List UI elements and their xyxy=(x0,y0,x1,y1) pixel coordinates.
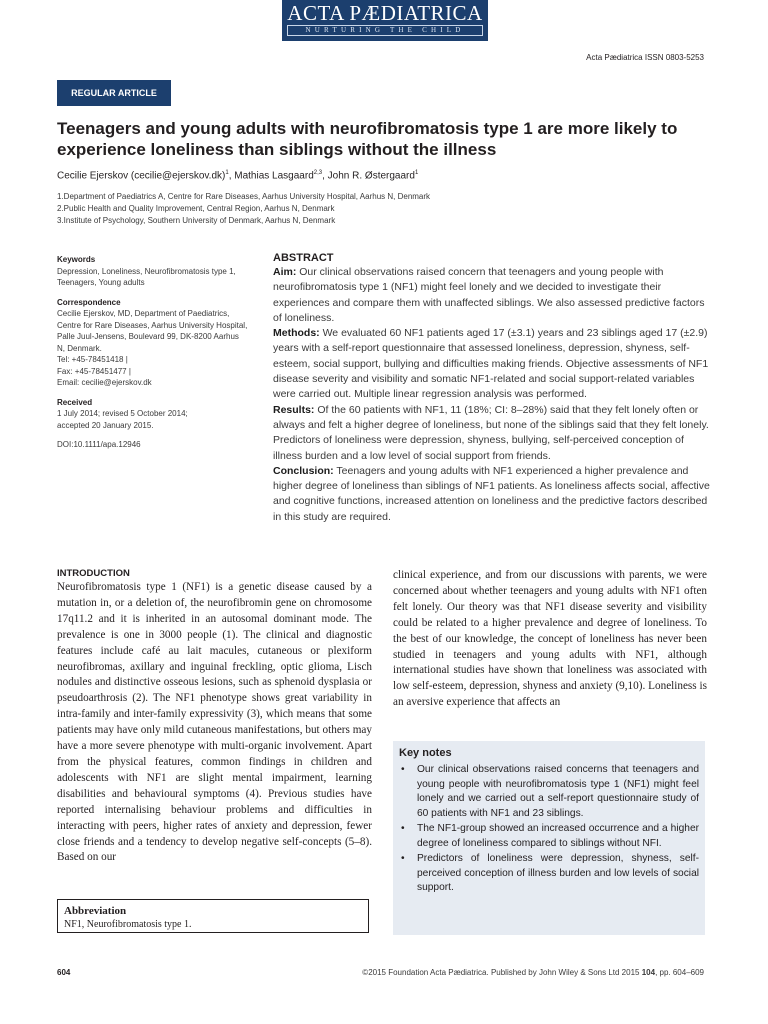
abstract-conclusion-text: Teenagers and young adults with NF1 experienced a higher prevalence and higher degree of loneliness than siblings of NF1 patients. As loneliness affects social, affective and cognitive functions, increased attention on loneliness and the predictive factors described in this study are required. xyxy=(273,464,710,523)
received-line: 1 July 2014; revised 5 October 2014; xyxy=(57,409,188,418)
abstract-conclusion xyxy=(273,464,715,525)
article-sidebar xyxy=(57,254,257,459)
correspondence-line: N, Denmark. xyxy=(57,343,102,353)
key-note-item xyxy=(399,763,699,821)
page-number: 604 xyxy=(57,968,71,977)
correspondence-line: Centre for Rare Diseases, Aarhus University Hospital, xyxy=(57,320,248,330)
received-line: accepted 20 January 2015. xyxy=(57,420,154,430)
abstract-results xyxy=(273,403,715,464)
affiliation-list xyxy=(57,191,430,227)
keywords-heading: Keywords xyxy=(57,255,96,264)
key-notes-heading: Key notes xyxy=(399,747,452,759)
bullet-icon: • xyxy=(401,823,405,834)
correspondence-line: Palle Juul-Jensens, Boulevard 99, DK-8200 Aarhus xyxy=(57,332,239,341)
volume-number: 104 xyxy=(641,968,656,977)
key-note-text: The NF1-group showed an increased occurrence and a higher degree of loneliness compared to siblings without NFI. xyxy=(417,823,699,849)
key-notes-list xyxy=(399,763,699,896)
copyright-line xyxy=(362,968,704,977)
abbreviation-heading: Abbreviation xyxy=(64,905,127,917)
introduction-heading: INTRODUCTION xyxy=(57,568,130,579)
received-heading: Received xyxy=(57,397,93,407)
abstract-aim-text: Our clinical observations raised concern that teenagers and young people with neurofibromatosis type 1 (NF1) might feel lonely and we decided to investigate their experiences and compare them with unaffected siblings. We also assessed predictive factors of loneliness. xyxy=(273,266,705,324)
correspondence-email[interactable]: Email: cecilie@ejerskov.dk xyxy=(57,378,152,387)
author-name: John R. Østergaard xyxy=(327,170,415,182)
journal-issn: Acta Pædiatrica ISSN 0803-5253 xyxy=(586,53,704,62)
abbreviation-text: NF1, Neurofibromatosis type 1. xyxy=(64,919,192,930)
introduction-right-column xyxy=(393,568,707,711)
author-separator: , xyxy=(322,170,328,182)
abstract-results-text: Of the 60 patients with NF1, 11 (18%; CI: 8–28%) said that they felt lonely often or always and felt a higher degree of loneliness, but none of the siblings said that they felt lonely. Predictors of loneliness were depression, shyness, bullying, self-perceived conception of illness burden and a low level of social support from friends. xyxy=(273,403,709,462)
abstract-aim xyxy=(273,265,715,326)
abstract-results-label: Results: xyxy=(273,403,315,416)
keywords-text: Depression, Loneliness, Neurofibromatosis type 1, Teenagers, Young adults xyxy=(57,266,236,287)
abstract-section xyxy=(273,252,715,525)
affiliation-line: 3.Institute of Psychology, Southern University of Denmark, Aarhus N, Denmark xyxy=(57,216,336,225)
key-notes-box xyxy=(393,741,705,935)
abstract-methods-label: Methods: xyxy=(273,327,320,340)
received-block xyxy=(57,397,257,432)
correspondence-line: Fax: +45-78451477 | xyxy=(57,366,131,376)
article-type-badge: REGULAR ARTICLE xyxy=(57,80,171,106)
introduction-left-column xyxy=(57,568,372,866)
author-separator: , xyxy=(228,170,235,182)
bullet-icon: • xyxy=(401,764,405,775)
correspondence-block xyxy=(57,297,257,389)
article-title: Teenagers and young adults with neurofibromatosis type 1 are more likely to experience loneliness than siblings without the illness xyxy=(57,119,678,159)
affiliation-line: 2.Public Health and Quality Improvement, Central Region, Aarhus N, Denmark xyxy=(57,204,335,213)
page-range: , pp. 604–609 xyxy=(655,968,704,977)
journal-masthead xyxy=(282,0,488,41)
abstract-methods-text: We evaluated 60 NF1 patients aged 17 (±3.1) years and 23 siblings aged 17 (±2.9) years with a self-report questionnaire that assessed loneliness, depression, shyness, self-esteem, social support, bullying and difficulties making friends. Objective assessments of NF1 disease severity and visibility and somatic NF1-related and social support-related variables were carried out. Multiple linear regression analysis was performed. xyxy=(273,327,709,401)
affiliation-line: 1.Department of Paediatrics A, Centre for Rare Diseases, Aarhus University Hospital, Aarhus N, Denmark xyxy=(57,192,431,201)
abbreviation-box xyxy=(57,899,369,933)
abstract-heading: ABSTRACT xyxy=(273,252,334,264)
journal-tagline: NURTURING THE CHILD xyxy=(287,25,483,36)
key-note-item xyxy=(399,822,699,851)
correspondence-line: Tel: +45-78451418 | xyxy=(57,355,128,364)
correspondence-heading: Correspondence xyxy=(57,297,121,307)
bullet-icon: • xyxy=(401,853,405,864)
introduction-text-left: Neurofibromatosis type 1 (NF1) is a genetic disease caused by a mutation in, or a deletion of, the neurofibromin gene on chromosome 17q11.2 and it is inherited in an autosomal dominant mode. The prevalence is one in 3000 people (1). The clinical and diagnostic features include café au lait macules, cutaneous or plexiform neurofibromas, axillary and inguinal freckling, optic glioma, Lisch nodules and distinctive osseous lesions, such as sphenoid dysplasia or pseudoarthrosis (2). The NF1 phenotype shows great variability in intra-family and inter-family expressivity (3), which means that some patients may have only mild cutaneous manifestations, but others may have a more severe phenotype with multi-organic involvement. Apart from the physical features, common findings in children and adolescents with NF1 are slight mental impairment, learning disabilities and behavioural symptoms (4). Previous studies have reported internalising behaviour problems and difficulties in interacting with peers, higher rates of anxiety and depression, fewer close friends and a tendency to develop negative self-concepts (5–8). Based on our xyxy=(57,581,372,864)
abstract-aim-label: Aim: xyxy=(273,266,297,278)
abstract-methods xyxy=(273,326,715,402)
key-note-text: Our clinical observations raised concerns that teenagers and young people with neurofibromatosis type 1 (NF1) might feel lonely and we carried out a self-report questionnaire study of 60 patients with NF1 and 23 siblings. xyxy=(417,764,699,819)
author-affiliation-marker: 1 xyxy=(225,170,229,176)
copyright-text: ©2015 Foundation Acta Pædiatrica. Published by John Wiley & Sons Ltd 2015 xyxy=(362,968,642,977)
author-affiliation-marker: 1 xyxy=(414,170,419,176)
introduction-text-right: clinical experience, and from our discussions with parents, we were concerned about whether teenagers and young adults with NF1 often felt lonely. Our theory was that NF1 disease severity and visibility could be related to a higher prevalence and degree of loneliness. To the best of our knowledge, the concept of loneliness has never been studied in teenagers and young adults with NF1, although international studies have shown that loneliness was associated with low self-esteem, depression, shyness and anxiety (9,10). Loneliness is an aversive experience that affects an xyxy=(393,569,707,709)
journal-name: ACTA PÆDIATRICA xyxy=(287,1,483,25)
author-name: Cecilie Ejerskov (cecilie@ejerskov.dk) xyxy=(57,170,226,182)
correspondence-line: Cecilie Ejerskov, MD, Department of Paediatrics, xyxy=(57,309,230,318)
key-note-text: Predictors of loneliness were depression, shyness, self-perceived conception of illness burden and low levels of social support. xyxy=(417,853,699,893)
key-note-item xyxy=(399,852,699,896)
keywords-block xyxy=(57,254,257,289)
author-name: Mathias Lasgaard xyxy=(234,170,314,182)
author-affiliation-marker: 2,3 xyxy=(313,170,323,176)
author-list xyxy=(57,170,418,181)
doi-link[interactable]: DOI:10.1111/apa.12946 xyxy=(57,440,141,449)
abstract-conclusion-label: Conclusion: xyxy=(273,464,334,477)
